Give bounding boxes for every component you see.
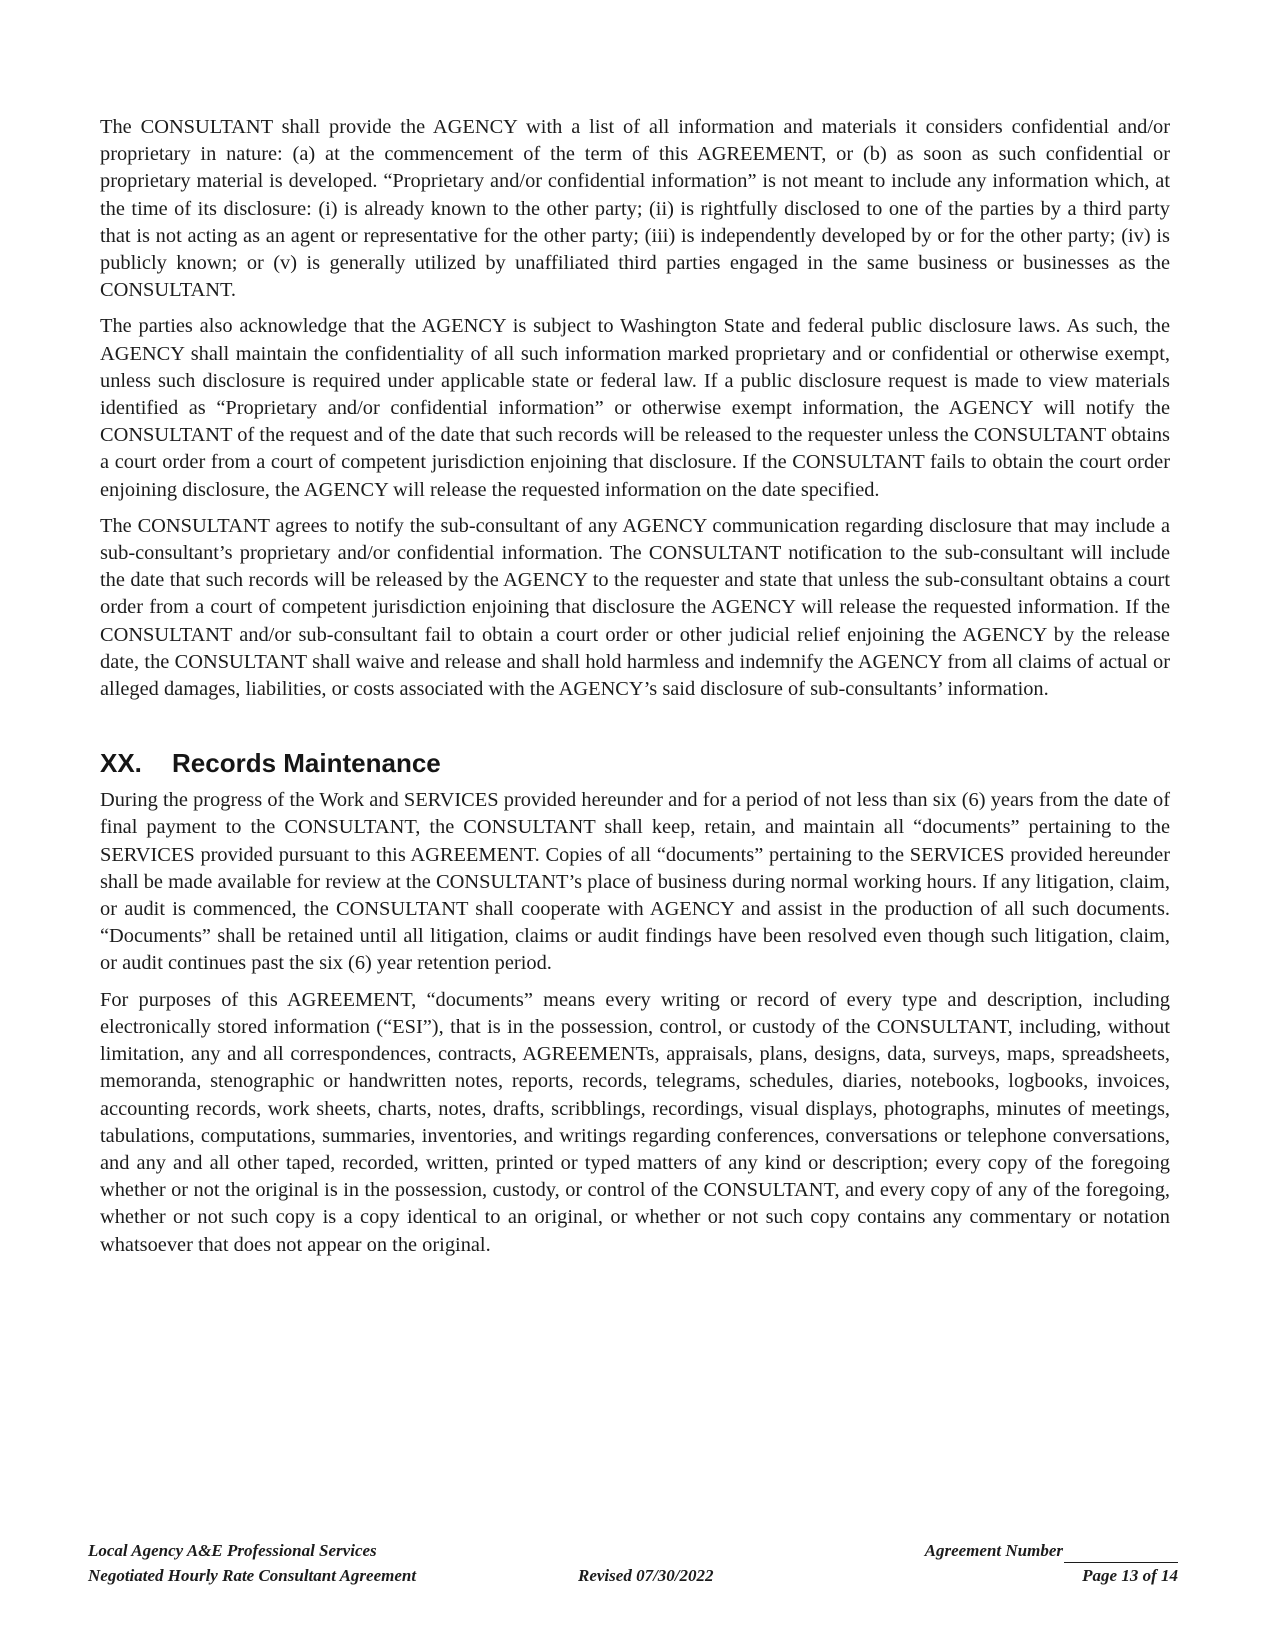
footer-agreement-subtype: Negotiated Hourly Rate Consultant Agreement: [88, 1566, 417, 1585]
section-title: Records Maintenance: [172, 748, 441, 779]
agreement-number-label: Agreement Number: [924, 1541, 1063, 1560]
paragraph-documents-definition: For purposes of this AGREEMENT, “documents” means every writing or record of every type and description, including electronically stored information (“ESI”), that is in the possession, control, or custody of the CONSULTANT, including, without limitation, any and all correspondences, contracts, AGREEMENTs, appraisals, plans, designs, data, surveys, maps, spreadsheets, memoranda, stenographic or handwritten notes, reports, records, telegrams, schedules, diaries, notebooks, logbooks, invoices, accounting records, work sheets, charts, notes, drafts, scribblings, recordings, visual displays, photographs, minutes of meetings, tabulations, computations, summaries, inventories, and writings regarding conferences, conversations or telephone conversations, and any and all other taped, recorded, written, printed or typed matters of any kind or description; every copy of the foregoing whether or not the original is in the possession, custody, or control of the CONSULTANT, and every copy of any of the foregoing, whether or not such copy is a copy identical to an original, or whether or not such copy contains any commentary or notation whatsoever that does not appear on the original.: [100, 988, 1170, 1256]
agreement-number-blank: [1064, 1544, 1178, 1563]
paragraph-sub-consultant-notice: The CONSULTANT agrees to notify the sub-consultant of any AGENCY communication regarding disclosure that may include a sub-consultant’s proprietary and/or confidential information. The CONSULTANT notification to the sub-consultant will include the date that such records will be released by the AGENCY to the requester and state that unless the sub-consultant obtains a court order from a court of competent jurisdiction enjoining that disclosure the AGENCY will release the requested information. If the CONSULTANT and/or sub-consultant fail to obtain a court order or other judicial relief enjoining the AGENCY by the release date, the CONSULTANT shall waive and release and shall hold harmless and indemnify the AGENCY from all claims of actual or alleged damages, liabilities, or costs associated with the AGENCY’s said disclosure of sub-consultants’ information.: [100, 514, 1170, 701]
section-heading: [100, 747, 1170, 779]
page-number: Page 13 of 14: [1082, 1566, 1178, 1585]
paragraph-public-disclosure: The parties also acknowledge that the AGENCY is subject to Washington State and federal public disclosure laws. As such, the AGENCY shall maintain the confidentiality of all such information marked proprietary and or confidential or otherwise exempt, unless such disclosure is required under applicable state or federal law. If a public disclosure request is made to view materials identified as “Proprietary and/or confidential information” or otherwise exempt information, the AGENCY will notify the CONSULTANT of the request and of the date that such records will be released to the requester unless the CONSULTANT obtains a court order from a court of competent jurisdiction enjoining that disclosure. If the CONSULTANT fails to obtain the court order enjoining disclosure, the AGENCY will release the requested information on the date specified.: [100, 315, 1170, 501]
page-footer: [88, 1538, 1178, 1598]
footer-agreement-type: Local Agency A&E Professional Services: [88, 1541, 377, 1560]
section-number: XX.: [100, 748, 142, 779]
paragraph-records-retention: During the progress of the Work and SERVICES provided hereunder and for a period of not less than six (6) years from the date of final payment to the CONSULTANT, the CONSULTANT shall keep, retain, and maintain all “documents” pertaining to the SERVICES provided pursuant to this AGREEMENT. Copies of all “documents” pertaining to the SERVICES provided hereunder shall be made available for review at the CONSULTANT’s place of business during normal working hours. If any litigation, claim, or audit is commenced, the CONSULTANT shall cooperate with AGENCY and assist in the production of all such documents. “Documents” shall be retained until all litigation, claims or audit findings have been resolved even though such litigation, claim, or audit continues past the six (6) year retention period.: [100, 789, 1170, 975]
agreement-number-line: [878, 1538, 1178, 1563]
page-content: [100, 114, 1170, 1268]
footer-left: [88, 1538, 508, 1588]
footer-right: [878, 1538, 1178, 1588]
footer-revised-date: Revised 07/30/2022: [578, 1566, 714, 1585]
paragraph-confidential-list: The CONSULTANT shall provide the AGENCY with a list of all information and materials it considers confidential and/or proprietary in nature: (a) at the commencement of the term of this AGREEMENT, or (b) as soon as such confidential or proprietary material is developed. “Proprietary and/or confidential information” is not meant to include any information which, at the time of its disclosure: (i) is already known to the other party; (ii) is rightfully disclosed to one of the parties by a third party that is not acting as an agent or representative for the other party; (iii) is independently developed by or for the other party; (iv) is publicly known; or (v) is generally utilized by unaffiliated third parties engaged in the same business or businesses as the CONSULTANT.: [100, 116, 1170, 302]
